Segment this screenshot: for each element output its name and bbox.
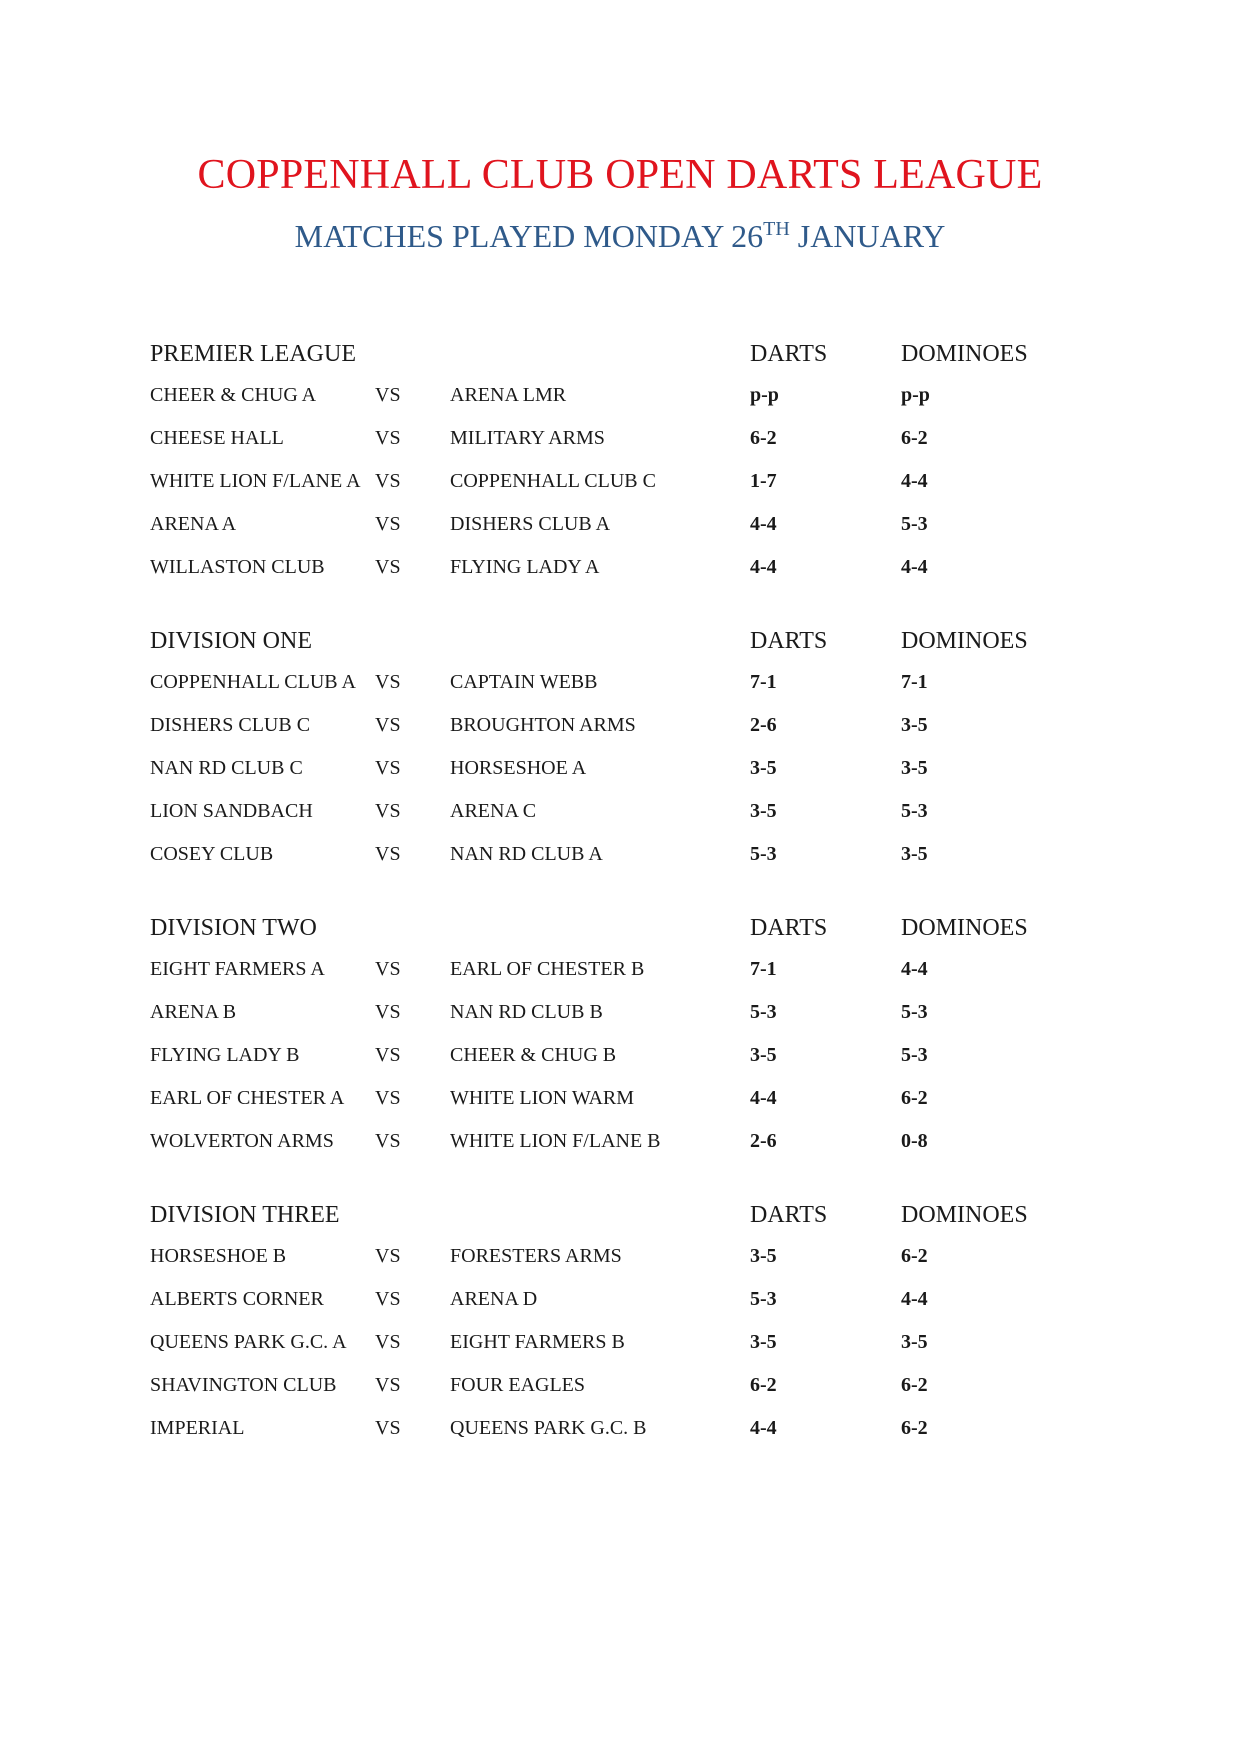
dominoes-score: 3-5 [901, 757, 928, 779]
vs-label: VS [375, 470, 401, 492]
vs-label: VS [375, 714, 401, 736]
match-row [150, 374, 1090, 417]
away-team: EARL OF CHESTER B [450, 958, 645, 980]
home-team: EARL OF CHESTER A [150, 1087, 345, 1109]
dominoes-score: 0-8 [901, 1130, 928, 1152]
darts-score: 4-4 [750, 513, 777, 535]
dominoes-column-header: DOMINOES [901, 341, 1028, 367]
match-row [150, 833, 1090, 876]
dominoes-column-header: DOMINOES [901, 915, 1028, 941]
subtitle-suffix: JANUARY [789, 218, 946, 254]
away-team: DISHERS CLUB A [450, 513, 611, 535]
match-row [150, 1278, 1090, 1321]
darts-score: 3-5 [750, 757, 777, 779]
away-team: MILITARY ARMS [450, 427, 605, 449]
page-subtitle [0, 216, 1240, 256]
home-team: NAN RD CLUB C [150, 757, 303, 779]
darts-score: 5-3 [750, 1288, 777, 1310]
home-team: FLYING LADY B [150, 1044, 300, 1066]
home-team: WOLVERTON ARMS [150, 1130, 334, 1152]
vs-label: VS [375, 1130, 401, 1152]
dominoes-column-header: DOMINOES [901, 1202, 1028, 1228]
vs-label: VS [375, 1087, 401, 1109]
vs-label: VS [375, 1001, 401, 1023]
dominoes-score: 6-2 [901, 1374, 928, 1396]
darts-score: 2-6 [750, 1130, 777, 1152]
darts-score: 6-2 [750, 1374, 777, 1396]
darts-column-header: DARTS [750, 1202, 828, 1228]
home-team: ALBERTS CORNER [150, 1288, 324, 1310]
away-team: ARENA C [450, 800, 537, 822]
match-row [150, 704, 1090, 747]
vs-label: VS [375, 1331, 401, 1353]
league-section [150, 621, 1090, 876]
vs-label: VS [375, 843, 401, 865]
dominoes-score: 3-5 [901, 843, 928, 865]
dominoes-score: 6-2 [901, 1087, 928, 1109]
dominoes-score: 6-2 [901, 1417, 928, 1439]
match-row [150, 503, 1090, 546]
home-team: WILLASTON CLUB [150, 556, 325, 578]
match-row [150, 1321, 1090, 1364]
darts-score: 6-2 [750, 427, 777, 449]
subtitle-prefix: MATCHES PLAYED MONDAY 26 [294, 218, 764, 254]
darts-score: 5-3 [750, 843, 777, 865]
dominoes-score: 4-4 [901, 470, 928, 492]
vs-label: VS [375, 556, 401, 578]
vs-label: VS [375, 1245, 401, 1267]
match-row [150, 1407, 1090, 1450]
away-team: WHITE LION WARM [450, 1087, 635, 1109]
home-team: HORSESHOE B [150, 1245, 287, 1267]
dominoes-score: 3-5 [901, 1331, 928, 1353]
home-team: COSEY CLUB [150, 843, 274, 865]
match-row [150, 460, 1090, 503]
away-team: BROUGHTON ARMS [450, 714, 636, 736]
dominoes-score: 4-4 [901, 556, 928, 578]
away-team: CAPTAIN WEBB [450, 671, 598, 693]
away-team: HORSESHOE A [450, 757, 587, 779]
dominoes-score: p-p [901, 384, 930, 406]
vs-label: VS [375, 427, 401, 449]
away-team: WHITE LION F/LANE B [450, 1130, 661, 1152]
home-team: QUEENS PARK G.C. A [150, 1331, 347, 1353]
section-header [150, 621, 1090, 661]
vs-label: VS [375, 1044, 401, 1066]
darts-score: 3-5 [750, 1331, 777, 1353]
darts-score: 5-3 [750, 1001, 777, 1023]
home-team: CHEER & CHUG A [150, 384, 317, 406]
darts-score: 3-5 [750, 800, 777, 822]
darts-score: 4-4 [750, 556, 777, 578]
away-team: FLYING LADY A [450, 556, 600, 578]
darts-score: 2-6 [750, 714, 777, 736]
vs-label: VS [375, 800, 401, 822]
section-header [150, 1195, 1090, 1235]
away-team: NAN RD CLUB B [450, 1001, 603, 1023]
away-team: ARENA D [450, 1288, 538, 1310]
home-team: CHEESE HALL [150, 427, 284, 449]
darts-column-header: DARTS [750, 915, 828, 941]
vs-label: VS [375, 384, 401, 406]
dominoes-score: 6-2 [901, 1245, 928, 1267]
match-row [150, 1364, 1090, 1407]
vs-label: VS [375, 757, 401, 779]
away-team: FORESTERS ARMS [450, 1245, 622, 1267]
section-title: DIVISION TWO [150, 915, 317, 941]
section-header [150, 908, 1090, 948]
league-section [150, 334, 1090, 589]
darts-score: 4-4 [750, 1417, 777, 1439]
home-team: IMPERIAL [150, 1417, 245, 1439]
dominoes-score: 4-4 [901, 1288, 928, 1310]
away-team: ARENA LMR [450, 384, 567, 406]
home-team: ARENA A [150, 513, 237, 535]
away-team: FOUR EAGLES [450, 1374, 586, 1396]
vs-label: VS [375, 1417, 401, 1439]
darts-score: p-p [750, 384, 779, 406]
home-team: COPPENHALL CLUB A [150, 671, 356, 693]
vs-label: VS [375, 671, 401, 693]
home-team: SHAVINGTON CLUB [150, 1374, 337, 1396]
subtitle-ordinal: TH [763, 218, 790, 240]
home-team: EIGHT FARMERS A [150, 958, 325, 980]
dominoes-score: 5-3 [901, 513, 928, 535]
dominoes-score: 5-3 [901, 1044, 928, 1066]
dominoes-score: 5-3 [901, 1001, 928, 1023]
match-row [150, 790, 1090, 833]
league-section [150, 1195, 1090, 1450]
darts-column-header: DARTS [750, 628, 828, 654]
match-row [150, 1034, 1090, 1077]
vs-label: VS [375, 1288, 401, 1310]
section-title: PREMIER LEAGUE [150, 341, 356, 367]
vs-label: VS [375, 513, 401, 535]
match-row [150, 1077, 1090, 1120]
match-row [150, 991, 1090, 1034]
dominoes-score: 6-2 [901, 427, 928, 449]
darts-score: 3-5 [750, 1044, 777, 1066]
league-section [150, 908, 1090, 1163]
home-team: ARENA B [150, 1001, 237, 1023]
away-team: COPPENHALL CLUB C [450, 470, 656, 492]
darts-score: 7-1 [750, 958, 777, 980]
away-team: EIGHT FARMERS B [450, 1331, 625, 1353]
away-team: NAN RD CLUB A [450, 843, 603, 865]
darts-score: 7-1 [750, 671, 777, 693]
match-row [150, 661, 1090, 704]
away-team: QUEENS PARK G.C. B [450, 1417, 647, 1439]
dominoes-column-header: DOMINOES [901, 628, 1028, 654]
vs-label: VS [375, 1374, 401, 1396]
darts-score: 1-7 [750, 470, 777, 492]
darts-score: 4-4 [750, 1087, 777, 1109]
page-title: COPPENHALL CLUB OPEN DARTS LEAGUE [197, 152, 1043, 198]
dominoes-score: 5-3 [901, 800, 928, 822]
dominoes-score: 4-4 [901, 958, 928, 980]
away-team: CHEER & CHUG B [450, 1044, 617, 1066]
home-team: LION SANDBACH [150, 800, 313, 822]
match-row [150, 747, 1090, 790]
match-row [150, 1120, 1090, 1163]
home-team: WHITE LION F/LANE A [150, 470, 361, 492]
darts-column-header: DARTS [750, 341, 828, 367]
match-row [150, 546, 1090, 589]
section-title: DIVISION THREE [150, 1202, 340, 1228]
dominoes-score: 3-5 [901, 714, 928, 736]
section-title: DIVISION ONE [150, 628, 312, 654]
section-header [150, 334, 1090, 374]
dominoes-score: 7-1 [901, 671, 928, 693]
match-row [150, 948, 1090, 991]
vs-label: VS [375, 958, 401, 980]
match-row [150, 417, 1090, 460]
darts-score: 3-5 [750, 1245, 777, 1267]
home-team: DISHERS CLUB C [150, 714, 311, 736]
match-row [150, 1235, 1090, 1278]
